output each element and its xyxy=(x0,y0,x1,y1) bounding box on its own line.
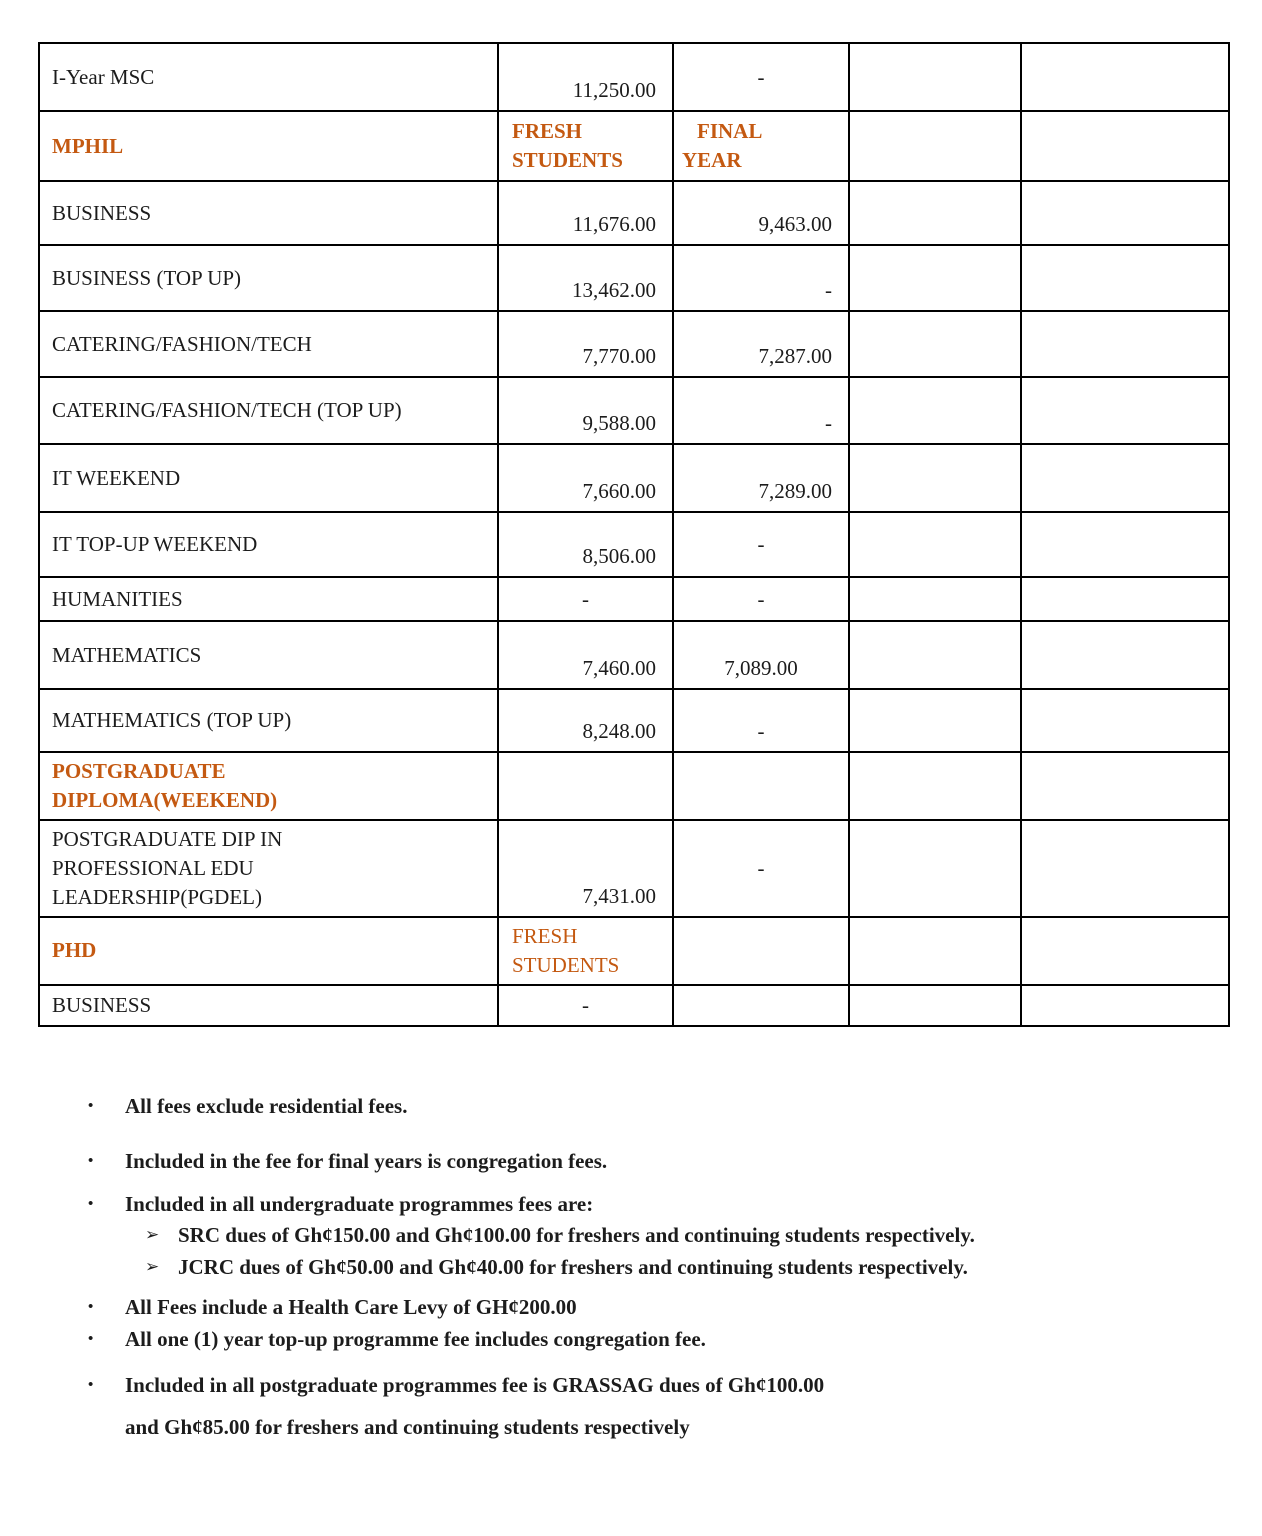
extra-cell-1 xyxy=(849,377,1021,444)
sub-note-text: SRC dues of Gh¢150.00 and Gh¢100.00 for freshers and continuing students respectively. xyxy=(178,1222,975,1247)
final-year-cell: - xyxy=(673,377,849,444)
program-cell xyxy=(39,820,498,917)
extra-cell-1 xyxy=(849,621,1021,689)
bullet-marker-icon: • xyxy=(88,1195,94,1212)
fresh-students-cell: 9,588.00 xyxy=(498,377,673,444)
fresh-students-cell: - xyxy=(498,985,673,1026)
extra-cell-2 xyxy=(1021,577,1229,621)
extra-cell-2 xyxy=(1021,985,1229,1026)
extra-cell-1 xyxy=(849,917,1021,985)
table-row xyxy=(39,820,1229,917)
extra-cell-2 xyxy=(1021,181,1229,245)
note-text-line1: Included in all postgraduate programmes fee is GRASSAG dues of Gh¢100.00 xyxy=(125,1372,825,1397)
extra-cell-2 xyxy=(1021,752,1229,820)
note-bullet xyxy=(88,1292,1228,1322)
table-row xyxy=(39,181,1229,245)
fresh-students-header-label: FRESH STUDENTS xyxy=(512,923,620,977)
table-row xyxy=(39,377,1229,444)
table-row xyxy=(39,43,1229,111)
fresh-students-header-cell xyxy=(498,111,673,181)
final-year-header-label: FINAL YEAR xyxy=(682,119,762,172)
extra-cell-1 xyxy=(849,444,1021,512)
final-year-cell: - xyxy=(673,512,849,577)
table-row xyxy=(39,444,1229,512)
bullet-marker-icon: • xyxy=(88,1097,94,1114)
final-year-cell: - xyxy=(673,577,849,621)
final-year-cell: 7,287.00 xyxy=(673,311,849,377)
final-year-cell: - xyxy=(673,689,849,752)
final-year-cell: - xyxy=(673,43,849,111)
fresh-students-header-cell xyxy=(498,917,673,985)
extra-cell-2 xyxy=(1021,311,1229,377)
note-bullet xyxy=(88,1146,1228,1176)
section-header-phd: PHD xyxy=(39,917,498,985)
section-header-label: POSTGRADUATE DIPLOMA(WEEKEND) xyxy=(52,759,278,812)
table-row xyxy=(39,512,1229,577)
table-row xyxy=(39,621,1229,689)
extra-cell-2 xyxy=(1021,444,1229,512)
program-cell: MATHEMATICS (TOP UP) xyxy=(39,689,498,752)
note-text: All Fees include a Health Care Levy of GH¢200.00 xyxy=(125,1294,577,1319)
program-cell: HUMANITIES xyxy=(39,577,498,621)
sub-bullet xyxy=(145,1251,1228,1283)
table-row-section-header xyxy=(39,111,1229,181)
note-bullet xyxy=(88,1189,1228,1219)
sub-bullet xyxy=(145,1219,1228,1251)
program-cell: BUSINESS (TOP UP) xyxy=(39,245,498,311)
note-text: Included in all undergraduate programmes fees are: xyxy=(125,1191,594,1216)
note-bullet xyxy=(88,1370,1228,1442)
note-text: All fees exclude residential fees. xyxy=(125,1093,408,1118)
extra-cell-2 xyxy=(1021,43,1229,111)
extra-cell-1 xyxy=(849,577,1021,621)
fresh-students-cell: 11,250.00 xyxy=(498,43,673,111)
extra-cell-2 xyxy=(1021,111,1229,181)
fresh-students-cell: 8,248.00 xyxy=(498,689,673,752)
table-row xyxy=(39,245,1229,311)
sub-note-text: JCRC dues of Gh¢50.00 and Gh¢40.00 for freshers and continuing students respectively. xyxy=(178,1254,968,1279)
bullet-marker-icon: • xyxy=(88,1330,94,1347)
fresh-students-cell xyxy=(498,752,673,820)
extra-cell-2 xyxy=(1021,820,1229,917)
fresh-students-cell: 8,506.00 xyxy=(498,512,673,577)
extra-cell-2 xyxy=(1021,917,1229,985)
extra-cell-1 xyxy=(849,111,1021,181)
extra-cell-1 xyxy=(849,181,1021,245)
fees-table xyxy=(38,42,1230,1027)
extra-cell-1 xyxy=(849,512,1021,577)
final-year-cell: 9,463.00 xyxy=(673,181,849,245)
extra-cell-2 xyxy=(1021,377,1229,444)
final-year-cell xyxy=(673,752,849,820)
fresh-students-header-label: FRESH STUDENTS xyxy=(512,119,623,172)
note-text xyxy=(125,1370,824,1442)
table-row-section-header xyxy=(39,752,1229,820)
final-year-cell xyxy=(673,917,849,985)
note-bullet xyxy=(88,1091,1228,1121)
fresh-students-cell: 13,462.00 xyxy=(498,245,673,311)
final-year-cell xyxy=(673,985,849,1026)
program-cell: CATERING/FASHION/TECH xyxy=(39,311,498,377)
final-year-cell: 7,089.00 xyxy=(673,621,849,689)
extra-cell-1 xyxy=(849,689,1021,752)
program-cell: MATHEMATICS xyxy=(39,621,498,689)
fresh-students-cell: 7,770.00 xyxy=(498,311,673,377)
extra-cell-1 xyxy=(849,43,1021,111)
final-year-cell: 7,289.00 xyxy=(673,444,849,512)
section-header-pg-diploma xyxy=(39,752,498,820)
note-text: All one (1) year top-up programme fee includes congregation fee. xyxy=(125,1326,706,1351)
extra-cell-2 xyxy=(1021,512,1229,577)
program-cell: BUSINESS xyxy=(39,985,498,1026)
extra-cell-2 xyxy=(1021,245,1229,311)
final-year-cell: - xyxy=(673,245,849,311)
extra-cell-1 xyxy=(849,985,1021,1026)
program-cell: CATERING/FASHION/TECH (TOP UP) xyxy=(39,377,498,444)
program-cell: IT TOP-UP WEEKEND xyxy=(39,512,498,577)
bullet-marker-icon: • xyxy=(88,1298,94,1315)
extra-cell-2 xyxy=(1021,621,1229,689)
section-header-mphil: MPHIL xyxy=(39,111,498,181)
note-bullet xyxy=(88,1324,1228,1354)
fresh-students-cell: 7,660.00 xyxy=(498,444,673,512)
note-text: Included in the fee for final years is congregation fees. xyxy=(125,1148,608,1173)
extra-cell-2 xyxy=(1021,689,1229,752)
table-row xyxy=(39,311,1229,377)
program-cell: BUSINESS xyxy=(39,181,498,245)
program-cell: I-Year MSC xyxy=(39,43,498,111)
final-year-header-cell xyxy=(673,111,849,181)
arrow-marker-icon: ➢ xyxy=(145,1256,160,1277)
note-text-line2: and Gh¢85.00 for freshers and continuing students respectively xyxy=(125,1414,690,1439)
table-row xyxy=(39,577,1229,621)
bullet-marker-icon: • xyxy=(88,1152,94,1169)
bullet-marker-icon: • xyxy=(88,1376,94,1393)
table-row xyxy=(39,689,1229,752)
extra-cell-1 xyxy=(849,311,1021,377)
fee-notes-list xyxy=(38,1091,1228,1442)
arrow-marker-icon: ➢ xyxy=(145,1224,160,1245)
extra-cell-1 xyxy=(849,820,1021,917)
fresh-students-cell: 7,460.00 xyxy=(498,621,673,689)
program-cell: IT WEEKEND xyxy=(39,444,498,512)
extra-cell-1 xyxy=(849,752,1021,820)
fresh-students-cell: 7,431.00 xyxy=(498,820,673,917)
fresh-students-cell: - xyxy=(498,577,673,621)
table-row-section-header xyxy=(39,917,1229,985)
fresh-students-cell: 11,676.00 xyxy=(498,181,673,245)
program-label: POSTGRADUATE DIP IN PROFESSIONAL EDU LEADERSHIP(PGDEL) xyxy=(52,826,283,909)
final-year-cell: - xyxy=(673,820,849,917)
extra-cell-1 xyxy=(849,245,1021,311)
table-row xyxy=(39,985,1229,1026)
